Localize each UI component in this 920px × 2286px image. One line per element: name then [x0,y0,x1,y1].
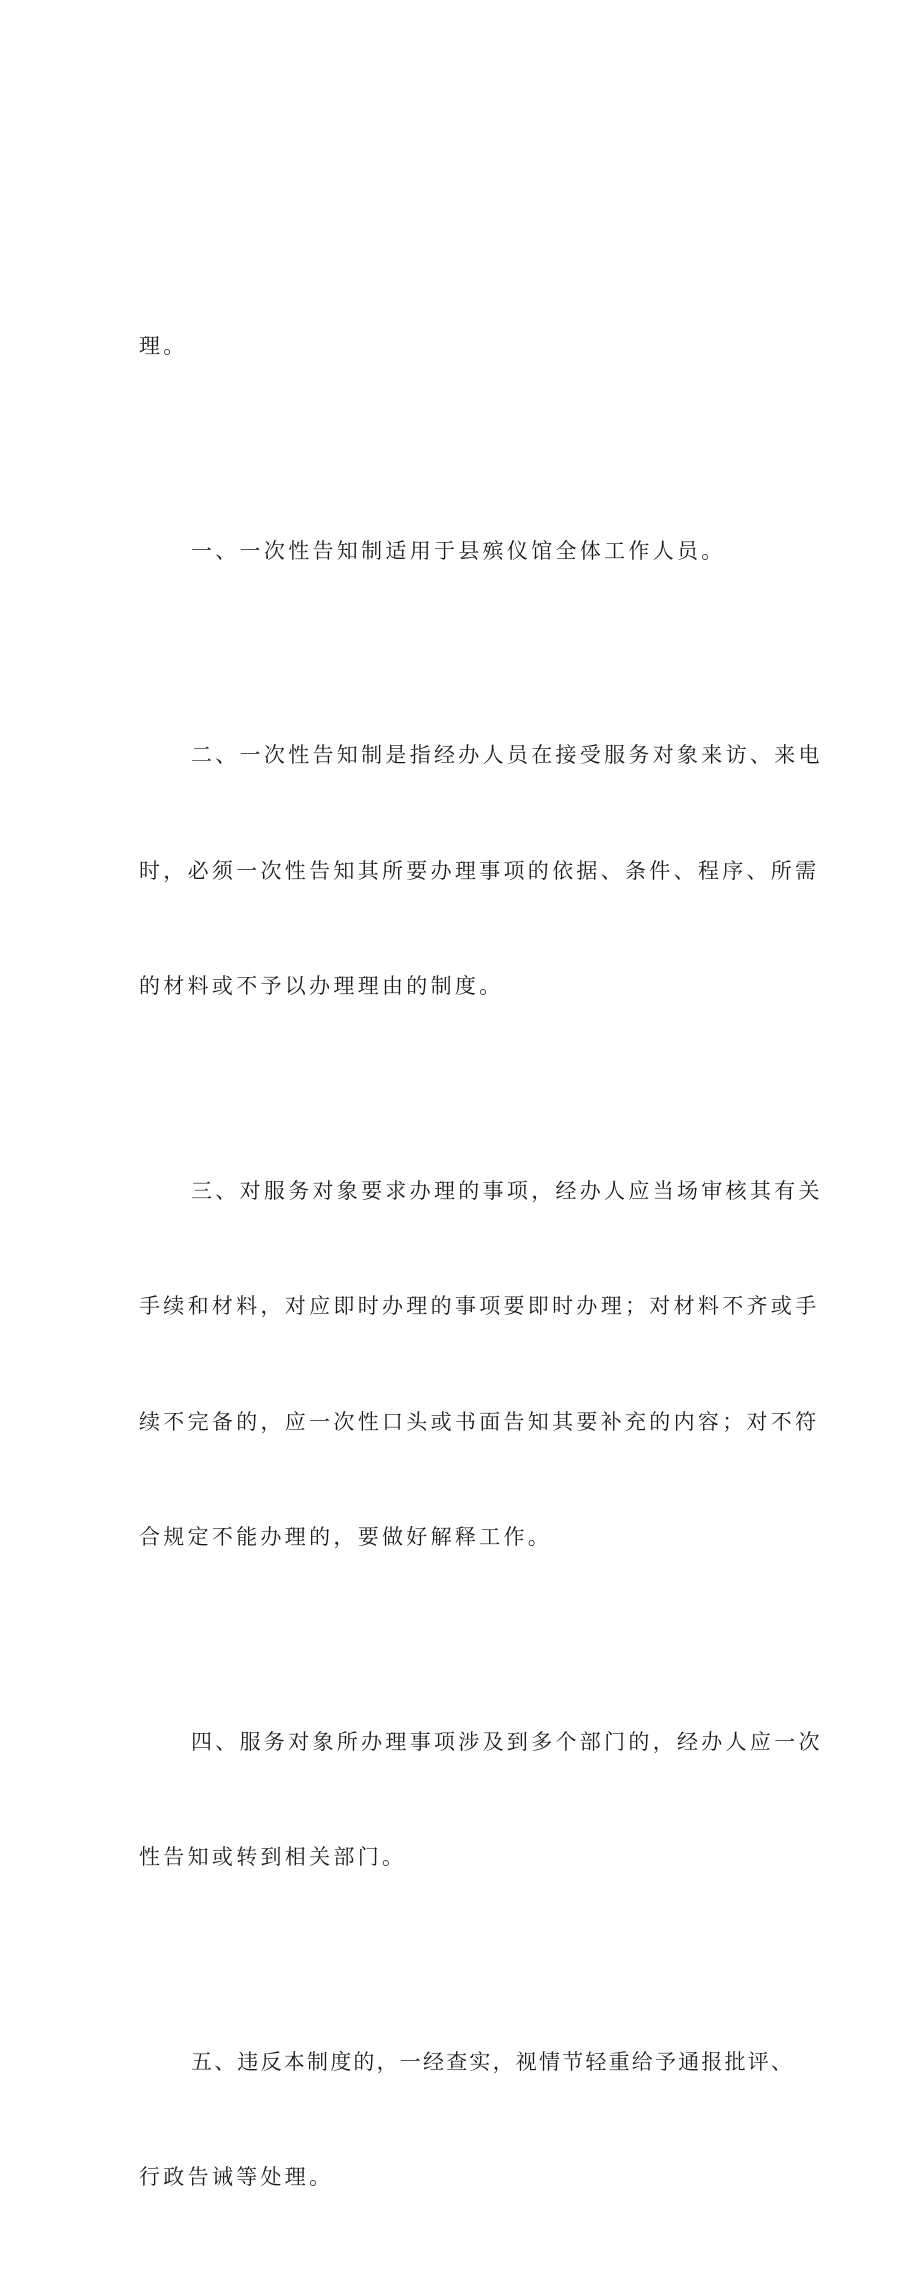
paragraph-line: 合规定不能办理的，要做好解释工作。 [139,1525,553,1549]
paragraph-line: 行政告诫等处理。 [139,2165,334,2189]
paragraph-line: 三、对服务对象要求办理的事项，经办人应当场审核其有关 [191,1178,823,1203]
document-body [139,250,823,2286]
paragraph-2-definition [139,659,823,1083]
paragraph-5-violations [139,1966,795,2274]
paragraph-line: 续不完备的，应一次性口头或书面告知其要补充的内容；对不符 [139,1409,820,1434]
paragraph-line: 五、违反本制度的，一经查实，视情节轻重给予通报批评、 [191,2049,795,2074]
paragraph-4-departments [139,1646,823,1954]
paragraph-line: 的材料或不予以办理理由的制度。 [139,974,504,998]
paragraph-line: 理。 [139,334,188,358]
paragraph-line: 一、一次性告知制适用于县殡仪馆全体工作人员。 [191,538,726,563]
paragraph-line: 手续和材料，对应即时办理的事项要即时办理；对材料不齐或手 [139,1294,820,1318]
paragraph-line: 二、一次性告知制是指经办人员在接受服务对象来访、来电 [191,743,823,767]
paragraph-1-scope [139,455,789,648]
paragraph-3-procedure [139,1095,823,1634]
paragraph-line: 时，必须一次性告知其所要办理事项的依据、条件、程序、所需 [139,858,820,883]
paragraph-line: 性告知或转到相关部门。 [139,1845,407,1869]
paragraph-continuation [139,250,789,443]
paragraph-line: 四、服务对象所办理事项涉及到多个部门的，经办人应一次 [191,1729,823,1754]
